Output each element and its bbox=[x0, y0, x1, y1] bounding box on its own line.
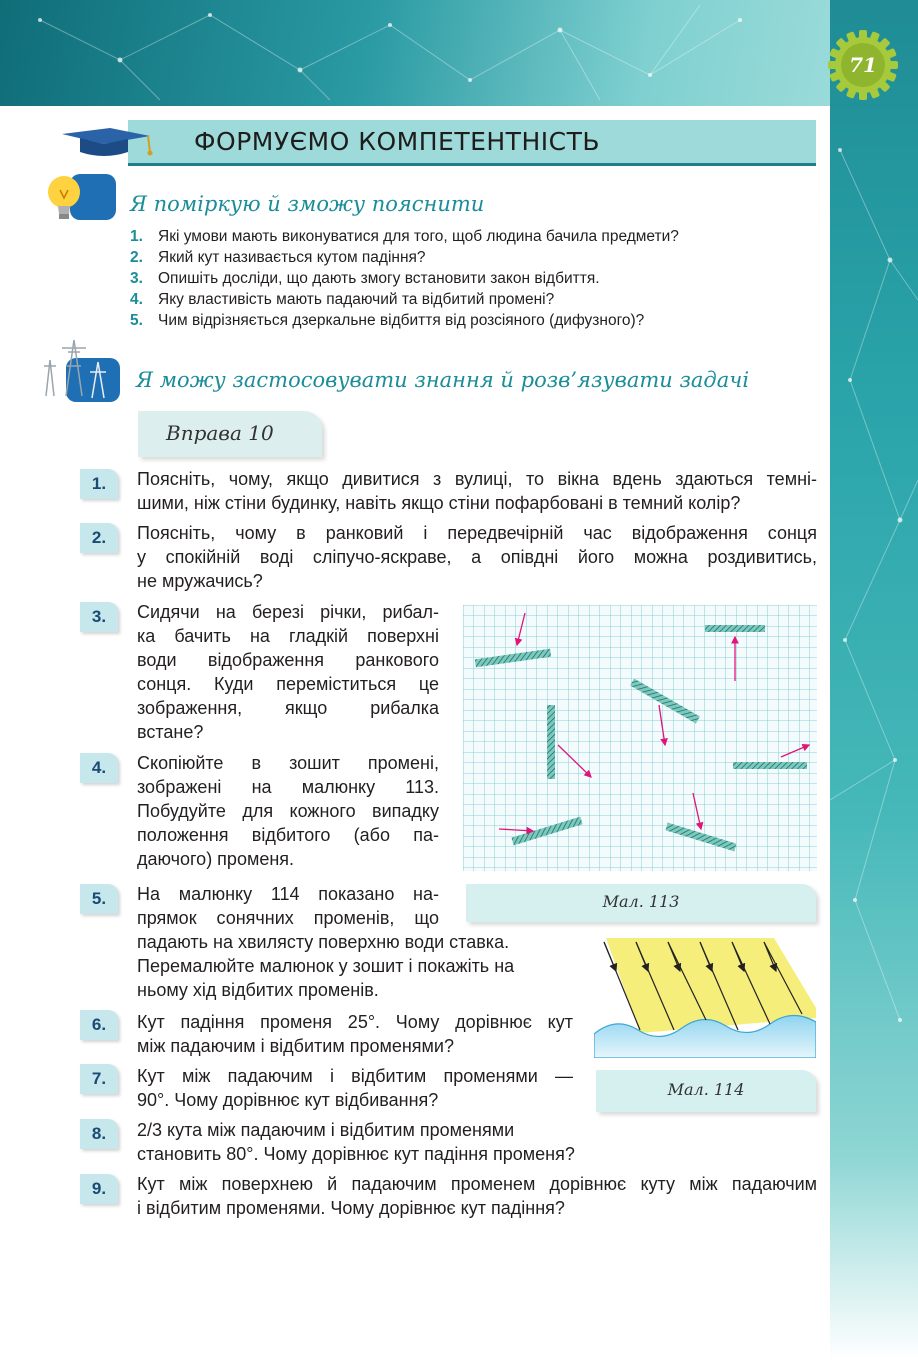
task-line: не мружачись? bbox=[137, 571, 263, 591]
task-text bbox=[137, 1118, 757, 1166]
section-title: ФОРМУЄМО КОМПЕТЕНТНІСТЬ bbox=[194, 127, 601, 156]
task-line: Кут між поверхнею й падаючим променем дорівнює куту між падаючим bbox=[137, 1174, 817, 1194]
question-number: 1. bbox=[130, 228, 143, 245]
exercise-tab bbox=[138, 411, 322, 457]
task-line: падають на хвилясту поверхню води ставка. bbox=[137, 932, 510, 952]
task-line: шими, ніж стіни будинку, навіть якщо стіни пофарбовані в темний колір? bbox=[137, 493, 741, 513]
task-line: 2/3 кута між падаючим і відбитим променями bbox=[137, 1120, 515, 1140]
task-line: Поясніть, чому, якщо дивитися з вулиці, то вікна вдень здаються темні- bbox=[137, 469, 817, 489]
task-line: сонця. Куди переміститься це bbox=[137, 674, 439, 694]
task-line: Сидячи на березі річки, рибал- bbox=[137, 602, 439, 622]
task-number-badge: 1. bbox=[80, 469, 118, 499]
task-number-badge: 7. bbox=[80, 1064, 118, 1094]
task-line: Побудуйте для кожного випадку bbox=[137, 801, 439, 821]
page-number-badge bbox=[826, 28, 900, 102]
task-line: Кут падіння променя 25°. Чому дорівнює кут bbox=[137, 1012, 573, 1032]
apply-section-title: Я можу застосовувати знання й розв’язувати задачі bbox=[136, 368, 750, 392]
power-tower-icon bbox=[40, 336, 120, 402]
figure-114-caption: Мал. 114 bbox=[667, 1080, 745, 1099]
task-text bbox=[137, 1064, 573, 1112]
task-text bbox=[137, 1010, 573, 1058]
task-number-badge: 8. bbox=[80, 1119, 118, 1149]
section-header bbox=[128, 120, 816, 166]
figure-113-mirror-diagram bbox=[463, 605, 817, 871]
figure-113-caption: Мал. 113 bbox=[602, 892, 680, 911]
task-line: встане? bbox=[137, 722, 204, 742]
task-line: Скопіюйте в зошит промені, bbox=[137, 753, 439, 773]
task-line: у спокійній воді сліпучо-яскраве, а опівдні його можна роздивитись, bbox=[137, 547, 817, 567]
page-number: 71 bbox=[849, 53, 877, 77]
task-number-badge: 3. bbox=[80, 602, 118, 632]
list-item bbox=[130, 289, 810, 310]
task-line: Перемалюйте малюнок у зошит і покажіть на bbox=[137, 956, 515, 976]
list-item bbox=[130, 310, 810, 331]
task-text bbox=[137, 521, 817, 593]
task-number-badge: 9. bbox=[80, 1174, 118, 1204]
task-line: зображення, якщо рибалка bbox=[137, 698, 439, 718]
task-line: становить 80°. Чому дорівнює кут падіння променя? bbox=[137, 1144, 575, 1164]
graduation-cap-icon bbox=[58, 124, 154, 160]
question-number: 3. bbox=[130, 270, 143, 287]
figure-114-caption-box bbox=[596, 1070, 816, 1112]
task-text bbox=[137, 467, 817, 515]
mirror bbox=[733, 762, 807, 769]
exercise-label: Вправа 10 bbox=[166, 421, 274, 445]
question-number: 2. bbox=[130, 249, 143, 266]
figure-113-caption-box bbox=[466, 884, 816, 922]
question-number: 4. bbox=[130, 291, 143, 308]
list-item bbox=[130, 268, 810, 289]
question-text: Які умови мають виконуватися для того, щоб людина бачила предмети? bbox=[158, 228, 679, 245]
question-text: Яку властивість мають падаючий та відбитий промені? bbox=[158, 291, 555, 308]
constellation-pattern bbox=[0, 0, 918, 106]
task-number-badge: 6. bbox=[80, 1010, 118, 1040]
grid bbox=[463, 605, 817, 871]
task-line: між падаючим і відбитим променями? bbox=[137, 1036, 454, 1056]
task-number-badge: 4. bbox=[80, 753, 118, 783]
task-line: води відображення ранкового bbox=[137, 650, 439, 670]
task-line: ньому хід відбитих променів. bbox=[137, 980, 379, 1000]
task-line: прямок сонячних променів, що bbox=[137, 908, 439, 928]
task-number-badge: 5. bbox=[80, 884, 118, 914]
mirror bbox=[547, 705, 555, 779]
task-text bbox=[137, 1172, 817, 1220]
question-text: Який кут називається кутом падіння? bbox=[158, 249, 426, 266]
mirror bbox=[705, 625, 765, 632]
list-item bbox=[130, 247, 810, 268]
task-line: положення відбитого (або па- bbox=[137, 825, 439, 845]
task-line: Поясніть, чому в ранковий і передвечірній час відображення сонця bbox=[137, 523, 817, 543]
list-item bbox=[130, 226, 810, 247]
task-line: 90°. Чому дорівнює кут відбивання? bbox=[137, 1090, 439, 1110]
right-decor-strip bbox=[830, 0, 918, 1360]
task-text bbox=[137, 600, 439, 744]
task-text bbox=[137, 751, 439, 871]
task-line: Кут між падаючим і відбитим променями — bbox=[137, 1066, 573, 1086]
think-section-title: Я поміркую й зможу пояснити bbox=[130, 192, 485, 216]
task-number-badge: 2. bbox=[80, 523, 118, 553]
task-line: На малюнку 114 показано на- bbox=[137, 884, 439, 904]
question-text: Чим відрізняється дзеркальне відбиття від розсіяного (дифузного)? bbox=[158, 312, 645, 329]
top-banner bbox=[0, 0, 918, 106]
question-text: Опишіть досліди, що дають змогу встановити закон відбиття. bbox=[158, 270, 600, 287]
task-line: ка бачить на гладкій поверхні bbox=[137, 626, 439, 646]
figure-114-wave-diagram bbox=[594, 938, 816, 1058]
light-bulb-icon bbox=[40, 168, 118, 228]
constellation-pattern bbox=[830, 0, 918, 1360]
task-line: даючого) променя. bbox=[137, 849, 295, 869]
task-line: і відбитим променями. Чому дорівнює кут падіння? bbox=[137, 1198, 565, 1218]
task-line: зображені на малюнку 113. bbox=[137, 777, 439, 797]
question-list bbox=[130, 226, 810, 331]
question-number: 5. bbox=[130, 312, 143, 329]
